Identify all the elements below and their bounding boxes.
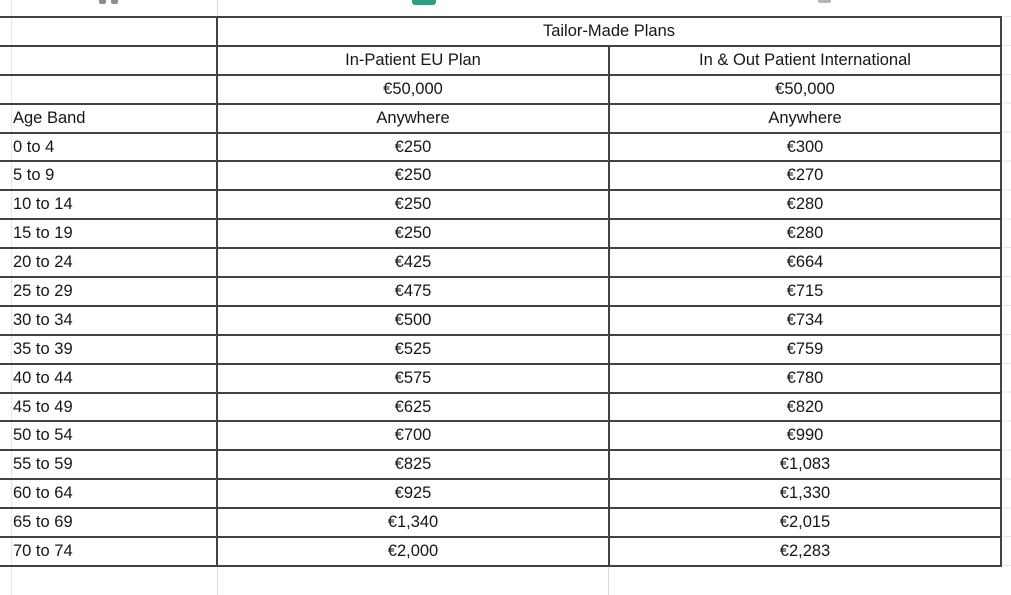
- intl-price-cell[interactable]: €715: [609, 277, 1001, 306]
- eu-price-cell[interactable]: €2,000: [217, 537, 609, 566]
- plan-header-international[interactable]: In & Out Patient International: [609, 46, 1001, 75]
- gridline-bottom-col2: [608, 565, 609, 595]
- plan-header-eu[interactable]: In-Patient EU Plan: [217, 46, 609, 75]
- age-band-cell[interactable]: 15 to 19: [0, 219, 217, 248]
- intl-price-cell[interactable]: €1,330: [609, 479, 1001, 508]
- table-row: [0, 450, 1001, 479]
- eu-price-cell[interactable]: €475: [217, 277, 609, 306]
- eu-price-cell[interactable]: €825: [217, 450, 609, 479]
- intl-price-cell[interactable]: €759: [609, 335, 1001, 364]
- title-row: [0, 17, 1001, 46]
- intl-price-cell[interactable]: €300: [609, 133, 1001, 162]
- area-eu-cell[interactable]: Anywhere: [217, 104, 609, 133]
- area-international-cell[interactable]: Anywhere: [609, 104, 1001, 133]
- eu-price-cell[interactable]: €575: [217, 364, 609, 393]
- coverage-international-cell[interactable]: €50,000: [609, 75, 1001, 104]
- age-band-cell[interactable]: 45 to 49: [0, 393, 217, 422]
- table-body: [0, 133, 1001, 566]
- age-band-cell[interactable]: 35 to 39: [0, 335, 217, 364]
- age-band-header[interactable]: Age Band: [0, 104, 217, 133]
- table-row: [0, 190, 1001, 219]
- age-band-cell[interactable]: 5 to 9: [0, 161, 217, 190]
- intl-price-cell[interactable]: €780: [609, 364, 1001, 393]
- pricing-table: [0, 16, 1002, 567]
- empty-cell[interactable]: [0, 46, 217, 75]
- table-row: [0, 219, 1001, 248]
- eu-price-cell[interactable]: €250: [217, 133, 609, 162]
- table-header-rows: [0, 17, 1001, 133]
- intl-price-cell[interactable]: €820: [609, 393, 1001, 422]
- gridline-bottom-col1: [217, 565, 218, 595]
- eu-price-cell[interactable]: €525: [217, 335, 609, 364]
- age-band-cell[interactable]: 10 to 14: [0, 190, 217, 219]
- table-row: [0, 306, 1001, 335]
- cropped-text-fragment: [111, 0, 118, 4]
- gridlines-right-strip: [1001, 16, 1011, 566]
- table-row: [0, 133, 1001, 162]
- eu-price-cell[interactable]: €500: [217, 306, 609, 335]
- age-band-cell[interactable]: 55 to 59: [0, 450, 217, 479]
- table-row: [0, 248, 1001, 277]
- eu-price-cell[interactable]: €700: [217, 421, 609, 450]
- age-band-cell[interactable]: 65 to 69: [0, 508, 217, 537]
- intl-price-cell[interactable]: €990: [609, 421, 1001, 450]
- coverage-eu-cell[interactable]: €50,000: [217, 75, 609, 104]
- gridline-top-col1: [217, 0, 218, 16]
- intl-price-cell[interactable]: €270: [609, 161, 1001, 190]
- intl-price-cell[interactable]: €734: [609, 306, 1001, 335]
- eu-price-cell[interactable]: €1,340: [217, 508, 609, 537]
- plan-header-row: [0, 46, 1001, 75]
- age-band-cell[interactable]: 30 to 34: [0, 306, 217, 335]
- age-band-cell[interactable]: 60 to 64: [0, 479, 217, 508]
- eu-price-cell[interactable]: €625: [217, 393, 609, 422]
- table-row: [0, 364, 1001, 393]
- age-band-cell[interactable]: 20 to 24: [0, 248, 217, 277]
- table-title[interactable]: Tailor-Made Plans: [217, 17, 1001, 46]
- eu-price-cell[interactable]: €250: [217, 190, 609, 219]
- area-row: [0, 104, 1001, 133]
- table-row: [0, 393, 1001, 422]
- table-row: [0, 508, 1001, 537]
- intl-price-cell[interactable]: €2,283: [609, 537, 1001, 566]
- intl-price-cell[interactable]: €280: [609, 190, 1001, 219]
- eu-price-cell[interactable]: €250: [217, 219, 609, 248]
- table-row: [0, 537, 1001, 566]
- intl-price-cell[interactable]: €664: [609, 248, 1001, 277]
- eu-price-cell[interactable]: €925: [217, 479, 609, 508]
- table-row: [0, 277, 1001, 306]
- age-band-cell[interactable]: 0 to 4: [0, 133, 217, 162]
- age-band-cell[interactable]: 50 to 54: [0, 421, 217, 450]
- intl-price-cell[interactable]: €2,015: [609, 508, 1001, 537]
- table-row: [0, 161, 1001, 190]
- intl-price-cell[interactable]: €280: [609, 219, 1001, 248]
- table-row: [0, 335, 1001, 364]
- empty-cell[interactable]: [0, 75, 217, 104]
- intl-price-cell[interactable]: €1,083: [609, 450, 1001, 479]
- eu-price-cell[interactable]: €250: [217, 161, 609, 190]
- coverage-row: [0, 75, 1001, 104]
- table-row: [0, 421, 1001, 450]
- age-band-cell[interactable]: 70 to 74: [0, 537, 217, 566]
- cropped-text-fragment: [99, 0, 106, 4]
- cropped-text-fragment: [818, 0, 831, 3]
- age-band-cell[interactable]: 40 to 44: [0, 364, 217, 393]
- eu-price-cell[interactable]: €425: [217, 248, 609, 277]
- age-band-cell[interactable]: 25 to 29: [0, 277, 217, 306]
- table-row: [0, 479, 1001, 508]
- cropped-green-fragment-icon: [412, 0, 436, 5]
- empty-cell[interactable]: [0, 17, 217, 46]
